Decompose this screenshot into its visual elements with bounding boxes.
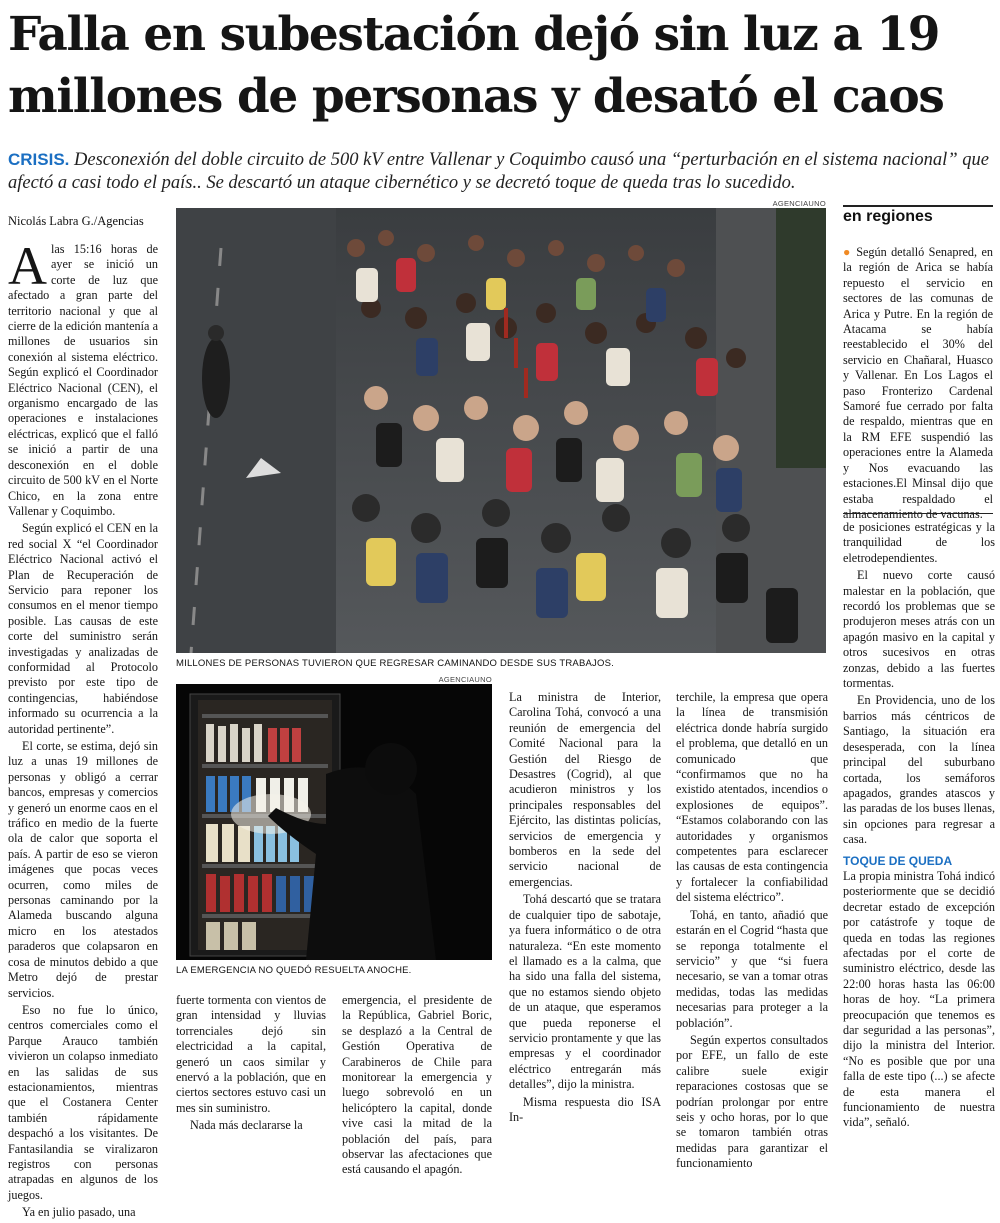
column-3 [342, 993, 492, 1180]
crowd-photo-image [176, 208, 826, 653]
bullet-icon: ● [843, 245, 852, 259]
sidebar-bottom-rule [843, 513, 993, 514]
paragraph: Misma respuesta dio ISA In- [509, 1094, 661, 1124]
photo-credit: AGENCIAUNO [438, 675, 492, 684]
drop-cap: A [8, 236, 47, 296]
paragraph: El corte, se estima, dejó sin luz a unas 19 millones de personas y obligó a cerrar bancos, empresas y comercios y generó un enorme caos en el tráfico en medio de la fuerte ola de calor que soporta el país. A partir de eso se vieron imágenes que pocas veces ocurren, como miles de personas caminando por la Alameda buscando alguna micro en los atestados paraderos que colapsaron en cosa de minutos debido a que Metro dejó de prestar servicios. [8, 739, 158, 1000]
photo-caption: MILLONES DE PERSONAS TUVIERON QUE REGRESAR CAMINANDO DESDE SUS TRABAJOS. [176, 658, 614, 669]
paragraph: fuerte tormenta con vientos de gran intensidad y lluvias torrenciales dejó sin electricidad a la capital, generó un caos similar y enervó a la población, que en ciertos sectores estuvo casi un mes sin suministro. [176, 993, 326, 1115]
paragraph: En Providencia, uno de los barrios más céntricos de Santiago, la situación era desesperada, con la línea principal del suburbano cortada, los semáforos apagados, grandes atascos y las paradas de los buses llenas, sin opciones para regresar a casa. [843, 693, 995, 847]
store-photo [176, 684, 492, 960]
headline: Falla en subestación dejó sin luz a 19 millones de personas y desató el caos [8, 7, 944, 124]
photo-caption: LA EMERGENCIA NO QUEDÓ RESUELTA ANOCHE. [176, 965, 412, 976]
paragraph: La propia ministra Tohá indicó posteriormente que se decidió decretar estado de excepción por catástrofe y toque de queda en todas las regiones afectadas por el corte de suministro eléctrico, desde las 22:00 horas hasta las 06:00 horas de hoy. “La primera preocupación que tenemos es dar seguridad a las personas”, dijo la ministra del Interior. “No es posible que por una falla de este tipo (...) se afecte de esta manera el funcionamiento de nuestra vida”, señaló. [843, 868, 995, 1130]
column-1 [8, 236, 158, 1223]
column-5 [843, 520, 995, 1133]
paragraph: Según explicó el CEN en la red social X “el Coordinador Eléctrico Nacional activó el Plan de Recuperación de Servicio para reponer los consumos en el menor tiempo posible. Las causas de este corte del suministro serán investigadas y analizadas de conformidad al Protocolo previsto por este tipo de contingencias, habiéndose informado su ocurrencia a la autoridad pertinente”. [8, 521, 158, 736]
paragraph: Nada más declararse la [190, 1118, 303, 1133]
paragraph: La ministra de Interior, Carolina Tohá, convocó a una reunión de emergencia del Comité Nacional para la Gestión del Riesgo de Desastres (Cogrid), al que acudieron ministros y los principales responsables del Ejército, las distintas policías, servicios de emergencia y bomberos en la sede del servicio nacional de emergencias. [509, 690, 661, 889]
paragraph: terchile, la empresa que opera la línea de transmisión eléctrica donde habría surgido el problema, que detalló en un comunicado que “confirmamos que no ha existido atentados, incendios o explosiones de equipos”. “Estamos colaborando con las autoridades y organismos competentes para esclarecer las causas de esta contingencia y fortalecer la confiabilidad del sistema eléctrico”. [676, 690, 828, 905]
paragraph: Tohá descartó que se tratara de cualquier tipo de sabotaje, ya fuera informático o de otra naturaleza. “En este momento el llamado es a la calma, que ha sido una falla del sistema, que no estamos siendo objeto de un ataque, que esperamos que pueda reponerse el servicio prontamente y que las empresas y el coordinador eléctrico entregarán más detalles”, dijo la ministra. [509, 892, 661, 1092]
paragraph: Alas 15:16 horas de ayer se inició un corte de luz que afectado a gran parte del territorio nacional y que al cierre de la edición mantenía a millones de usuarios sin conexión al sistema eléctrico. Según explicó el Coordinador Eléctrico Nacional (CEN), el organismo encargado de las operaciones e instalaciones eléctricas, explicó que el falló se inició a partir de una desconexión en el doble circuito de 500 kV en el Norte Chico, en la zona entre Vallenar y Coquimbo. [8, 236, 158, 518]
sidebar-title: en regiones [843, 208, 933, 225]
paragraph: de posiciones estratégicas y la tranquilidad de los eletrodependientes. [843, 520, 995, 565]
deck-text: Desconexión del doble circuito de 500 kV entre Vallenar y Coquimbo causó una “perturbación en el sistema nacional” que afectó a casi todo el país.. Se descartó un ataque cibernético y se decretó toque de queda tras lo sucedido. [8, 150, 989, 193]
paragraph: Tohá, en tanto, añadió que estarán en el Cogrid “hasta que se reponga totalmente el servicio” y que “si fuera necesario, se van a tomar otras medidas, todas las medidas necesarias para proteger a la población”. [676, 907, 828, 1030]
paragraph: emergencia, el presidente de la República, Gabriel Boric, se desplazó a la Central de Gestión Operativa de Carabineros de Chile para monitorear la emergencia y luego sobrevoló en un helicóptero la capital, donde vive casi la mitad de la población del país, para observar las afectaciones que está causando el apagón. [342, 993, 492, 1177]
crowd-photo [176, 208, 826, 653]
byline: Nicolás Labra G./Agencias [8, 214, 144, 228]
column-3b [509, 690, 661, 1127]
deck [8, 148, 993, 195]
sidebar-rule [843, 205, 993, 207]
subhead: TOQUE DE QUEDA [843, 853, 953, 868]
sidebar-text: ● Según detalló Senapred, en la región de Arica se había repuesto el servicio en sectores de las comunas de Arica y Putre. En la región de Atacama se había reestablecido el 30% del servicio en Chañaral, Huasco y Vallenar. En Los Lagos el paso Fronterizo Cardenal Samoré fue cerrado por falta de respaldo, mientras que en la RM EFE suspendió las operaciones entre la Alameda y Nos evacuando las estaciones.El Minsal dijo que estaba respaldado el [843, 245, 994, 506]
paragraph: Según expertos consultados por EFE, un fallo de este calibre suele exigir reparaciones costosas que se podrían prolongar por entre seis y ocho horas, por lo que se tomaron también otras medidas para garantizar el funcionamiento [676, 1032, 828, 1171]
paragraph: Eso no fue lo único, centros comerciales como el Parque Arauco también vivieron un colapso inmediato en las salidas de sus estacionamientos, mientras que el Costanera Center también rápidamente despachó a los visitantes. De Fantasilandia se viralizaron registros con personas atrapadas en algunos de los juegos. [8, 1002, 158, 1202]
deck-kicker: CRISIS. [8, 150, 70, 169]
paragraph: El nuevo corte causó malestar en la población, que recordó los problemas que se produjeron meses atrás con un apagón masivo en la capital y otros sucesivos en otras zonzas, debido a las fuertes tormentas. [843, 568, 995, 691]
store-photo-image [176, 684, 492, 960]
paragraph: Ya en julio pasado, una [22, 1205, 136, 1220]
photo-credit: AGENCIAUNO [772, 199, 826, 208]
column-4 [676, 690, 828, 1174]
column-2 [176, 993, 326, 1136]
